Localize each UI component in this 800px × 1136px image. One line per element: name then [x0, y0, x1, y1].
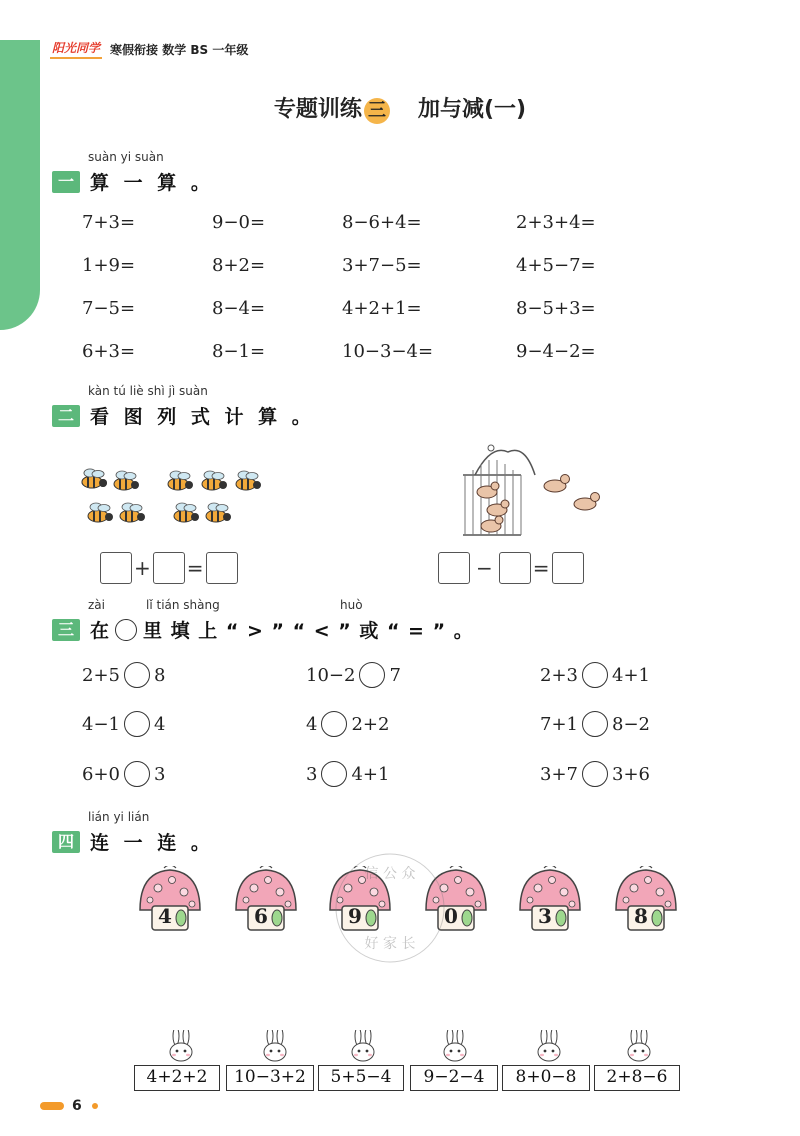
- circle-icon: [115, 619, 137, 641]
- watermark-seal: [330, 848, 450, 968]
- section4-pinyin: lián yi lián: [88, 810, 150, 824]
- rabbit-icon: [256, 1030, 294, 1064]
- compare-circle[interactable]: [124, 761, 150, 787]
- section4-title: 连 一 连 。: [90, 832, 214, 854]
- compare-circle[interactable]: [321, 761, 347, 787]
- rabbit-icon: [436, 1030, 474, 1064]
- title-left: 专题训练: [273, 97, 362, 122]
- compare-item: [82, 711, 165, 737]
- equation: 2+3+4=: [516, 212, 596, 233]
- compare-right: 7: [389, 664, 401, 686]
- compare-circle[interactable]: [582, 711, 608, 737]
- compare-circle[interactable]: [321, 711, 347, 737]
- section3-heading: [52, 616, 474, 643]
- expression-card[interactable]: 4+2+2: [134, 1065, 220, 1091]
- rabbit-icon: [620, 1030, 658, 1064]
- equation: 8−4=: [212, 298, 266, 319]
- equation: 8−6+4=: [342, 212, 422, 233]
- expression-card[interactable]: 2+8−6: [594, 1065, 680, 1091]
- compare-item: [540, 662, 650, 688]
- section2-pinyin: kàn tú liè shì jì suàn: [88, 384, 208, 398]
- equals-sign: =: [186, 556, 204, 580]
- section3-title-a: 在: [90, 620, 112, 642]
- minus-sign: −: [476, 556, 493, 580]
- compare-right: 4+1: [351, 763, 390, 785]
- page-edge-tab: [0, 40, 40, 330]
- section2-badge: 二: [52, 405, 80, 427]
- house-number: 0: [444, 904, 458, 928]
- section1-equation-grid: [82, 212, 656, 364]
- section2-heading: [52, 402, 315, 429]
- watermark-top-text: 信 公 众: [364, 866, 416, 882]
- page-bar-icon: [40, 1102, 64, 1110]
- compare-circle[interactable]: [124, 662, 150, 688]
- rabbit-icon: [344, 1030, 382, 1064]
- expression-card[interactable]: 8+0−8: [502, 1065, 590, 1091]
- answer-box[interactable]: [499, 552, 531, 584]
- mushroom-house[interactable]: [516, 866, 586, 936]
- answer-box[interactable]: [438, 552, 470, 584]
- answer-box[interactable]: [206, 552, 238, 584]
- compare-item: [82, 761, 165, 787]
- section1-title: 算 一 算 。: [90, 172, 214, 194]
- equation: 8+2=: [212, 255, 266, 276]
- equation: 10−3−4=: [342, 341, 434, 362]
- expression-card[interactable]: 10−3+2: [226, 1065, 314, 1091]
- compare-left: 2+3: [540, 664, 578, 686]
- mushroom-house[interactable]: [136, 866, 206, 936]
- compare-right: 2+2: [351, 713, 390, 735]
- compare-right: 4: [154, 713, 166, 735]
- compare-left: 10−2: [306, 664, 356, 686]
- house-number: 4: [158, 904, 172, 928]
- compare-item: [82, 662, 165, 688]
- expression-card[interactable]: 5+5−4: [318, 1065, 404, 1091]
- page-header: [50, 38, 248, 60]
- compare-circle[interactable]: [124, 711, 150, 737]
- page-number-text: 6: [72, 1098, 82, 1114]
- section4-heading: [52, 828, 214, 855]
- series-label: 寒假衔接 数学 BS 一年级: [110, 42, 249, 57]
- plus-sign: +: [134, 556, 151, 580]
- equation: 7−5=: [82, 298, 136, 319]
- equation: 4+2+1=: [342, 298, 422, 319]
- page-title: [0, 92, 800, 124]
- section3-badge: 三: [52, 619, 80, 641]
- equation: 8−5+3=: [516, 298, 596, 319]
- answer-box[interactable]: [552, 552, 584, 584]
- compare-circle[interactable]: [582, 761, 608, 787]
- compare-left: 3: [306, 763, 318, 785]
- compare-left: 4−1: [82, 713, 120, 735]
- house-number: 3: [538, 904, 552, 928]
- section4-badge: 四: [52, 831, 80, 853]
- rabbit-icon: [530, 1030, 568, 1064]
- compare-left: 2+5: [82, 664, 120, 686]
- brand-logo: 阳光同学: [50, 39, 102, 59]
- answer-box[interactable]: [153, 552, 185, 584]
- equation: 9−0=: [212, 212, 266, 233]
- compare-right: 3+6: [612, 763, 650, 785]
- compare-left: 4: [306, 713, 318, 735]
- watermark-bottom-text: 好 家 长: [364, 936, 416, 952]
- equals-sign: =: [532, 556, 550, 580]
- compare-item: [540, 761, 650, 787]
- equation: 7+3=: [82, 212, 136, 233]
- compare-circle[interactable]: [582, 662, 608, 688]
- answer-box[interactable]: [100, 552, 132, 584]
- equation: 6+3=: [82, 341, 136, 362]
- birdcage-illustration: [455, 440, 615, 550]
- mushroom-house[interactable]: [232, 866, 302, 936]
- compare-item: [306, 662, 401, 688]
- house-number: 8: [634, 904, 648, 928]
- bees-illustration: [78, 468, 278, 538]
- equation: 8−1=: [212, 341, 266, 362]
- section1-pinyin: suàn yi suàn: [88, 150, 164, 164]
- page-dot-icon: [92, 1103, 98, 1109]
- compare-right: 8: [154, 664, 166, 686]
- section2-right-equation: [438, 552, 584, 584]
- compare-right: 3: [154, 763, 166, 785]
- house-number: 6: [254, 904, 268, 928]
- compare-right: 4+1: [612, 664, 650, 686]
- section2-left-equation: [100, 552, 238, 584]
- compare-item: [540, 711, 650, 737]
- compare-right: 8−2: [612, 713, 650, 735]
- compare-item: [306, 711, 389, 737]
- section3-title-b: 里 填 上 “ > ” “ < ” 或 “ = ” 。: [143, 620, 474, 642]
- section1-heading: [52, 168, 214, 195]
- rabbit-icon: [162, 1030, 200, 1064]
- section3-pinyin-li: lǐ tián shàng: [146, 598, 220, 612]
- title-badge: 三: [364, 98, 390, 124]
- house-number: 9: [348, 904, 362, 928]
- compare-left: 7+1: [540, 713, 578, 735]
- section3-pinyin-huo: huò: [340, 598, 363, 612]
- compare-left: 3+7: [540, 763, 578, 785]
- equation: 1+9=: [82, 255, 136, 276]
- section3-pinyin-zai: zài: [88, 598, 105, 612]
- expression-card[interactable]: 9−2−4: [410, 1065, 498, 1091]
- section2-title: 看 图 列 式 计 算 。: [90, 406, 315, 428]
- equation: 3+7−5=: [342, 255, 422, 276]
- section1-badge: 一: [52, 171, 80, 193]
- title-right: 加与减(一): [417, 97, 527, 122]
- compare-item: [306, 761, 389, 787]
- equation: 4+5−7=: [516, 255, 596, 276]
- page-number: [40, 1098, 98, 1114]
- equation: 9−4−2=: [516, 341, 596, 362]
- mushroom-house[interactable]: [612, 866, 682, 936]
- compare-circle[interactable]: [359, 662, 385, 688]
- compare-left: 6+0: [82, 763, 120, 785]
